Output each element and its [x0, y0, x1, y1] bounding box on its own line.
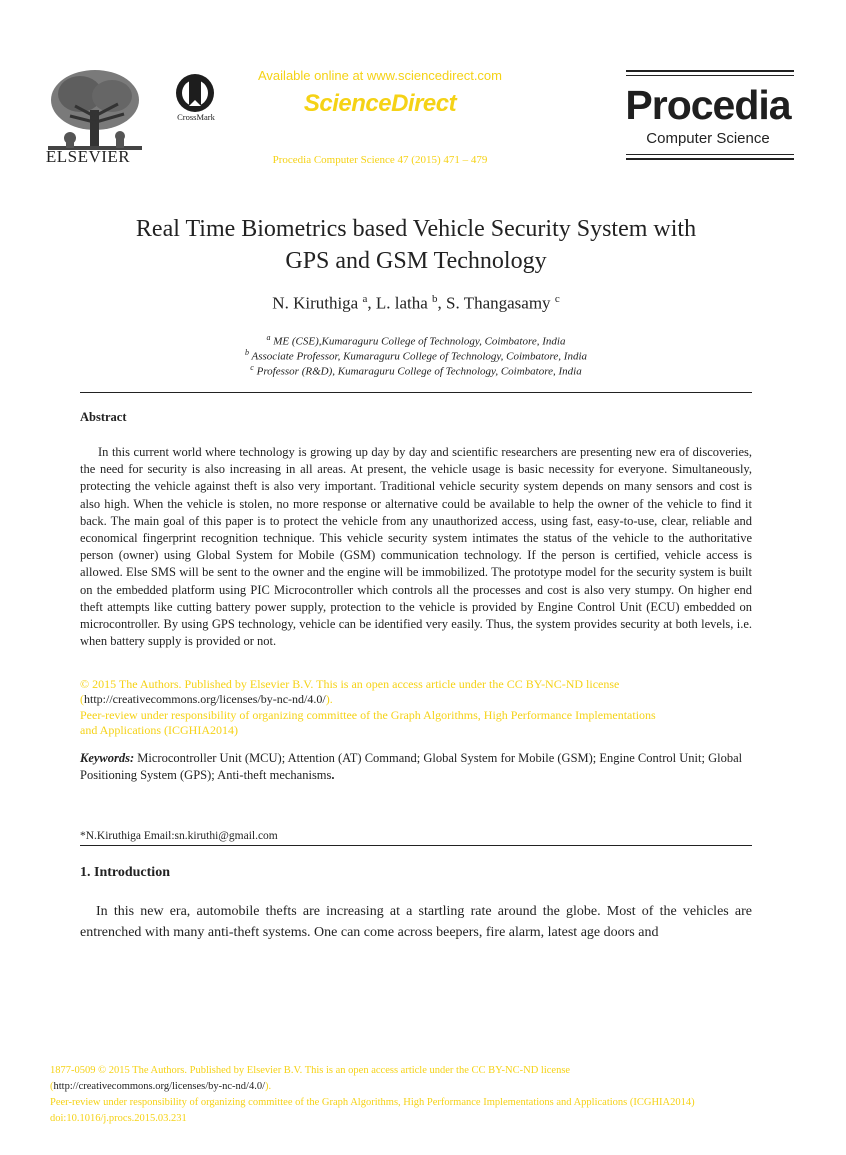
affiliation-c [80, 363, 752, 378]
introduction-heading: 1. Introduction [80, 865, 170, 880]
footer-paren-open: ( [50, 1081, 54, 1092]
procedia-rule-top-thin [626, 75, 794, 76]
keywords-label: Keywords: [80, 751, 135, 765]
paper-title [80, 213, 752, 277]
affiliation-a [80, 333, 752, 348]
publisher-name: ELSEVIER [45, 147, 131, 166]
author-mark: c [554, 293, 560, 305]
crossmark-icon[interactable] [174, 72, 216, 114]
procedia-rule-bottom [626, 158, 794, 160]
procedia-title: Procedia [625, 82, 791, 128]
corresponding-author-footnote: *N.Kiruthiga Email:sn.kiruthi@gmail.com [80, 830, 278, 842]
abstract-body: In this current world where technology is growing up day by day and scientific researchers are presenting new era of discoveries, the need for security is also increasing in all areas. At present, the vehicle usage is basic necessity for everyone. Simultaneously, protecting the vehicle against theft is also very important. Traditional vehicle security system depends on many sensors and cost is also high. When the vehicle is stolen, no more response or alternative could be available to help the owner of the vehicle to find it back. The main goal of this paper is to protect the vehicle from any unauthorized access, using fast, easy-to-use, clear, reliable and economical fingerprint recognition technique. This vehicle security system intimates the status of the vehicle to the authoritative person (owner) using Global System for Mobile (GSM) communication technology. If the person is certified, vehicle access is allowed. Else SMS will be sent to the owner and the engine will be immobilized. The prototype model for the security system is built on the embedded platform using PIC Microcontroller which controls all the processes and cost is also very stumpy. On higher end theft attempts like cutting battery power supply, protection to the vehicle is provided by Engine Control Unit (ECU) embedded on microcontroller. By using GPS technology, vehicle can be identified very easily. Thus, the system provides security at both levels, i.e. when battery supply is provided or not. [80, 445, 752, 649]
author-mark: a [362, 293, 368, 305]
affiliation-mark: a [266, 333, 271, 342]
author-name: S. Thangasamy [446, 293, 551, 313]
affiliation-text: ME (CSE),Kumaraguru College of Technology, Coimbatore, India [273, 335, 566, 348]
keywords-text: Microcontroller Unit (MCU); Attention (AT) Command; Global System for Mobile (GSM); Engine Control Unit; Global Positioning System (GPS); Anti-theft mechanisms [80, 751, 743, 782]
abstract-heading: Abstract [80, 410, 127, 424]
footer-paren-close: ). [265, 1081, 272, 1092]
license-url-link[interactable]: http://creativecommons.org/licenses/by-nc-nd/4.0/ [84, 692, 326, 706]
footer-url-link[interactable]: http://creativecommons.org/licenses/by-nc-nd/4.0/ [53, 1081, 266, 1092]
paper-title-line-2: GPS and GSM Technology [285, 248, 547, 274]
footer-peer-review: Peer-review under responsibility of organizing committee of the Graph Algorithms, High Performance Implementations and Applications (ICGHIA2014) [50, 1097, 695, 1108]
keywords [80, 750, 756, 784]
peer-review-line-1: Peer-review under responsibility of organizing committee of the Graph Algorithms, High Performance Implementations [80, 708, 656, 722]
crossmark-label: CrossMark [177, 112, 215, 122]
author-list [80, 293, 752, 314]
footer-doi[interactable]: doi:10.1016/j.procs.2015.03.231 [50, 1113, 187, 1124]
license-line: © 2015 The Authors. Published by Elsevier B.V. This is an open access article under the CC BY-NC-ND license [80, 677, 620, 691]
sciencedirect-logo: ScienceDirect [303, 90, 457, 117]
author-sep: , [437, 293, 447, 313]
journal-reference: Procedia Computer Science 47 (2015) 471 – 479 [272, 154, 488, 166]
available-online-link[interactable]: Available online at www.sciencedirect.com [258, 68, 502, 83]
author-mark: b [432, 293, 438, 305]
introduction-body: In this new era, automobile thefts are increasing at a startling rate around the globe. Most of the vehicles are entrenched with many anti-theft systems. One can come across beepers, fire alarm, latest age doors and [80, 904, 752, 940]
footer-url-line [50, 1079, 840, 1095]
abstract-rule-top [80, 392, 752, 393]
peer-review-line-2: and Applications (ICGHIA2014) [80, 723, 238, 737]
license-paren-open: ( [80, 692, 84, 706]
procedia-subtitle: Computer Science [646, 130, 770, 147]
procedia-rule-bottom-thin [626, 154, 794, 155]
affiliation-mark: c [250, 363, 254, 372]
author-sep: , [367, 293, 376, 313]
procedia-rule-top [626, 70, 794, 72]
author-name: N. Kiruthiga [272, 293, 359, 313]
affiliation-mark: b [244, 348, 249, 357]
license-paren-close: ). [325, 692, 333, 706]
keywords-end: . [331, 768, 335, 782]
footer-license-line: 1877-0509 © 2015 The Authors. Published by Elsevier B.V. This is an open access article under the CC BY-NC-ND license [50, 1065, 571, 1076]
license-url-line [80, 692, 780, 708]
affiliation-b [80, 348, 752, 363]
paper-title-line-1: Real Time Biometrics based Vehicle Security System with [135, 216, 697, 242]
affiliation-text: Associate Professor, Kumaraguru College of Technology, Coimbatore, India [251, 350, 588, 363]
footnote-rule [80, 845, 752, 846]
author-name: L. latha [375, 293, 428, 313]
affiliation-text: Professor (R&D), Kumaraguru College of Technology, Coimbatore, India [256, 365, 582, 378]
